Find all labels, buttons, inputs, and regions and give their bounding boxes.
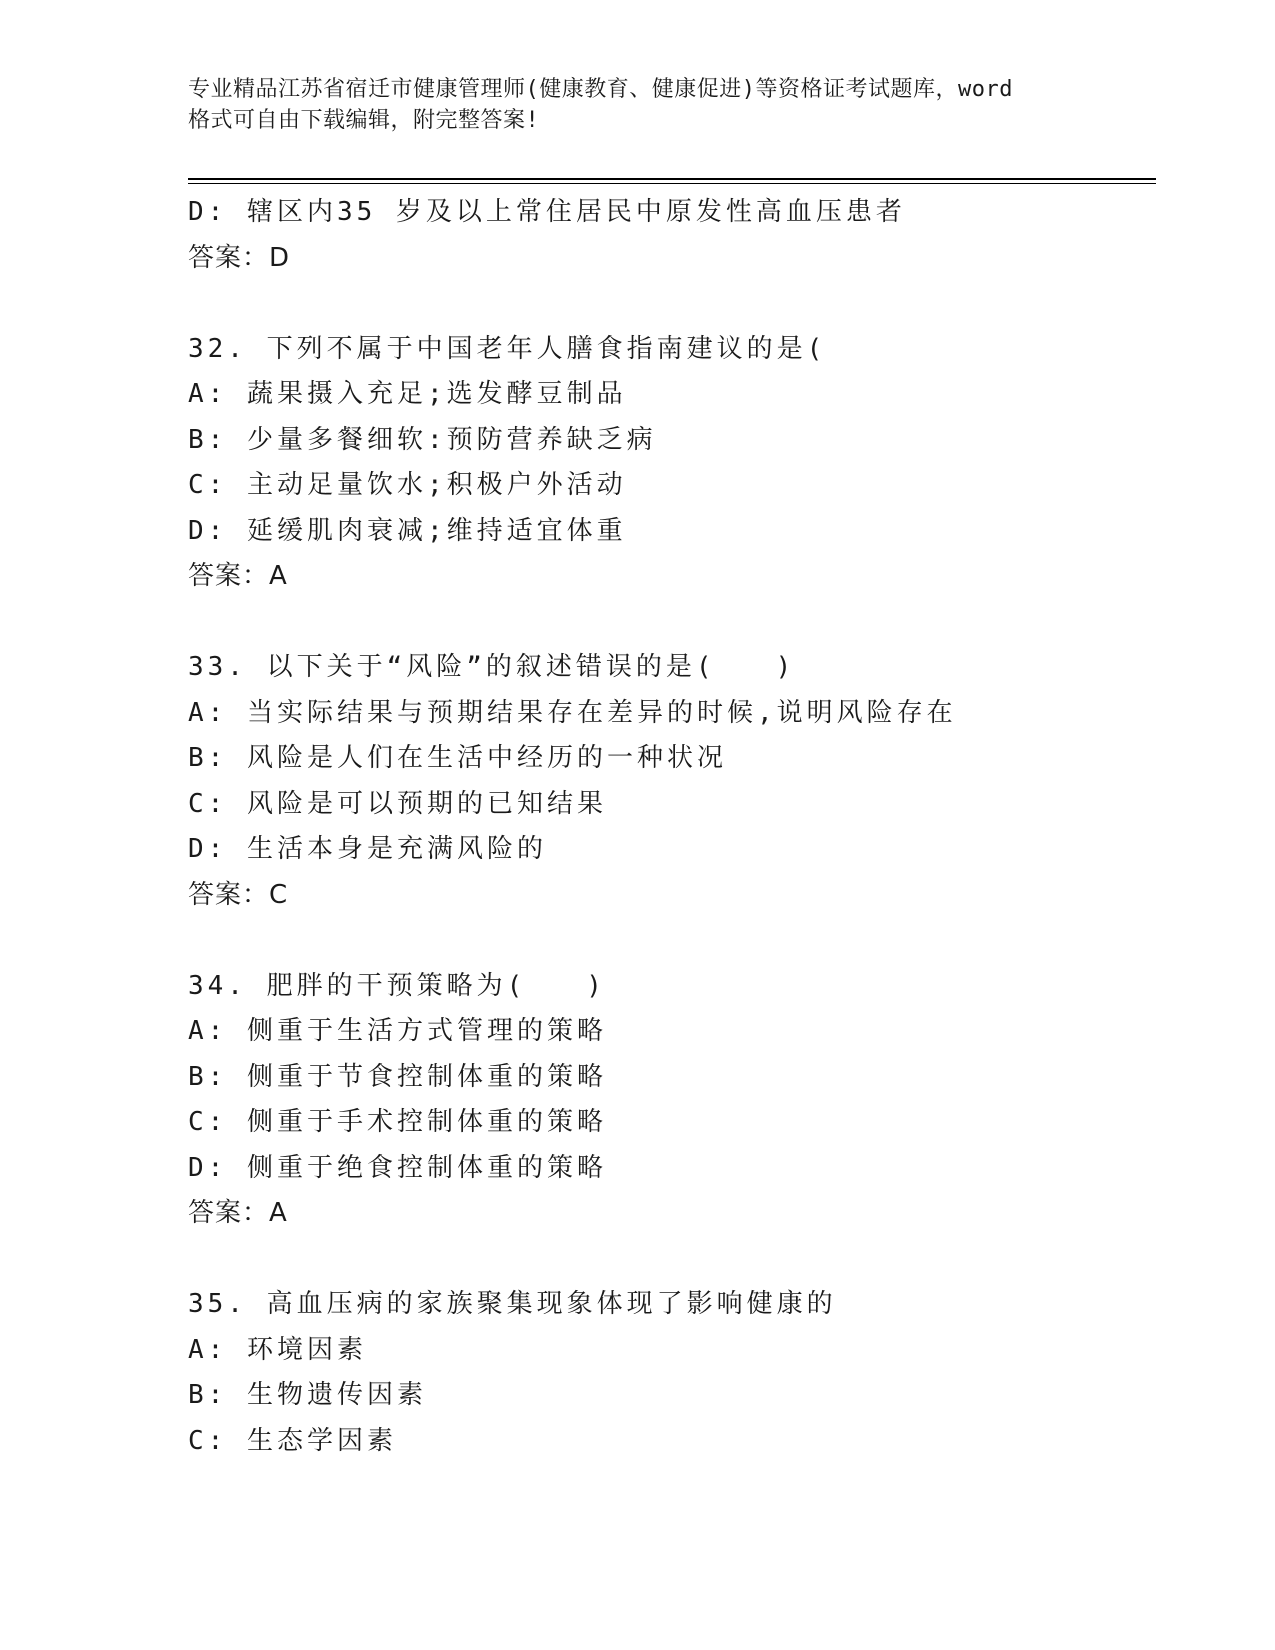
header-divider-thick — [188, 178, 1156, 180]
question-text: 32. 下列不属于中国老年人膳食指南建议的是( — [188, 333, 827, 364]
option-a: A: 蔬果摄入充足;选发酵豆制品 — [188, 379, 627, 409]
question-text: 33. 以下关于“风险”的叙述错误的是( ) — [188, 652, 796, 682]
question-block-35 — [188, 1282, 1148, 1464]
spacer — [188, 281, 1148, 327]
option-a: A: 当实际结果与预期结果存在差异的时候,说明风险存在 — [188, 697, 957, 728]
option-b: B: 少量多餐细软:预防营养缺乏病 — [188, 424, 657, 455]
question-block-32 — [188, 327, 1148, 600]
option-c: C: 主动足量饮水;积极户外活动 — [188, 470, 627, 500]
spacer — [188, 600, 1148, 646]
header-line-2: 格式可自由下载编辑，附完整答案! — [188, 108, 540, 133]
question-text: 34. 肥胖的干预策略为( ) — [188, 970, 606, 1001]
header-divider-thin — [188, 183, 1156, 184]
option-c: C: 风险是可以预期的已知结果 — [188, 788, 607, 819]
header-line-1: 专业精品江苏省宿迁市健康管理师(健康教育、健康促进)等资格证考试题库，word — [188, 77, 1013, 102]
option-a: A: 环境因素 — [188, 1334, 367, 1365]
question-block-34 — [188, 964, 1148, 1237]
option-c: C: 侧重于手术控制体重的策略 — [188, 1107, 607, 1137]
question-text: 35. 高血压病的家族聚集现象体现了影响健康的 — [188, 1289, 837, 1319]
option-d: D: 侧重于绝食控制体重的策略 — [188, 1152, 607, 1183]
option-d: D: 生活本身是充满风险的 — [188, 834, 547, 864]
answer-label: 答案：A — [188, 561, 288, 591]
option-b: B: 风险是人们在生活中经历的一种状况 — [188, 743, 727, 773]
option-d: D: 辖区内35 岁及以上常住居民中原发性高血压患者 — [188, 197, 906, 227]
option-a: A: 侧重于生活方式管理的策略 — [188, 1016, 607, 1046]
answer-label: 答案：A — [188, 1198, 288, 1228]
question-list — [188, 190, 1148, 1464]
option-b: B: 生物遗传因素 — [188, 1380, 427, 1410]
spacer — [188, 1237, 1148, 1283]
question-block-31 — [188, 190, 1148, 281]
option-b: B: 侧重于节食控制体重的策略 — [188, 1061, 607, 1092]
answer-label: 答案：C — [188, 879, 289, 910]
answer-label: 答案：D — [188, 242, 291, 273]
option-d: D: 延缓肌肉衰减;维持适宜体重 — [188, 515, 627, 546]
spacer — [188, 918, 1148, 964]
question-block-33 — [188, 645, 1148, 918]
option-c: C: 生态学因素 — [188, 1425, 397, 1456]
document-header — [188, 74, 1088, 136]
